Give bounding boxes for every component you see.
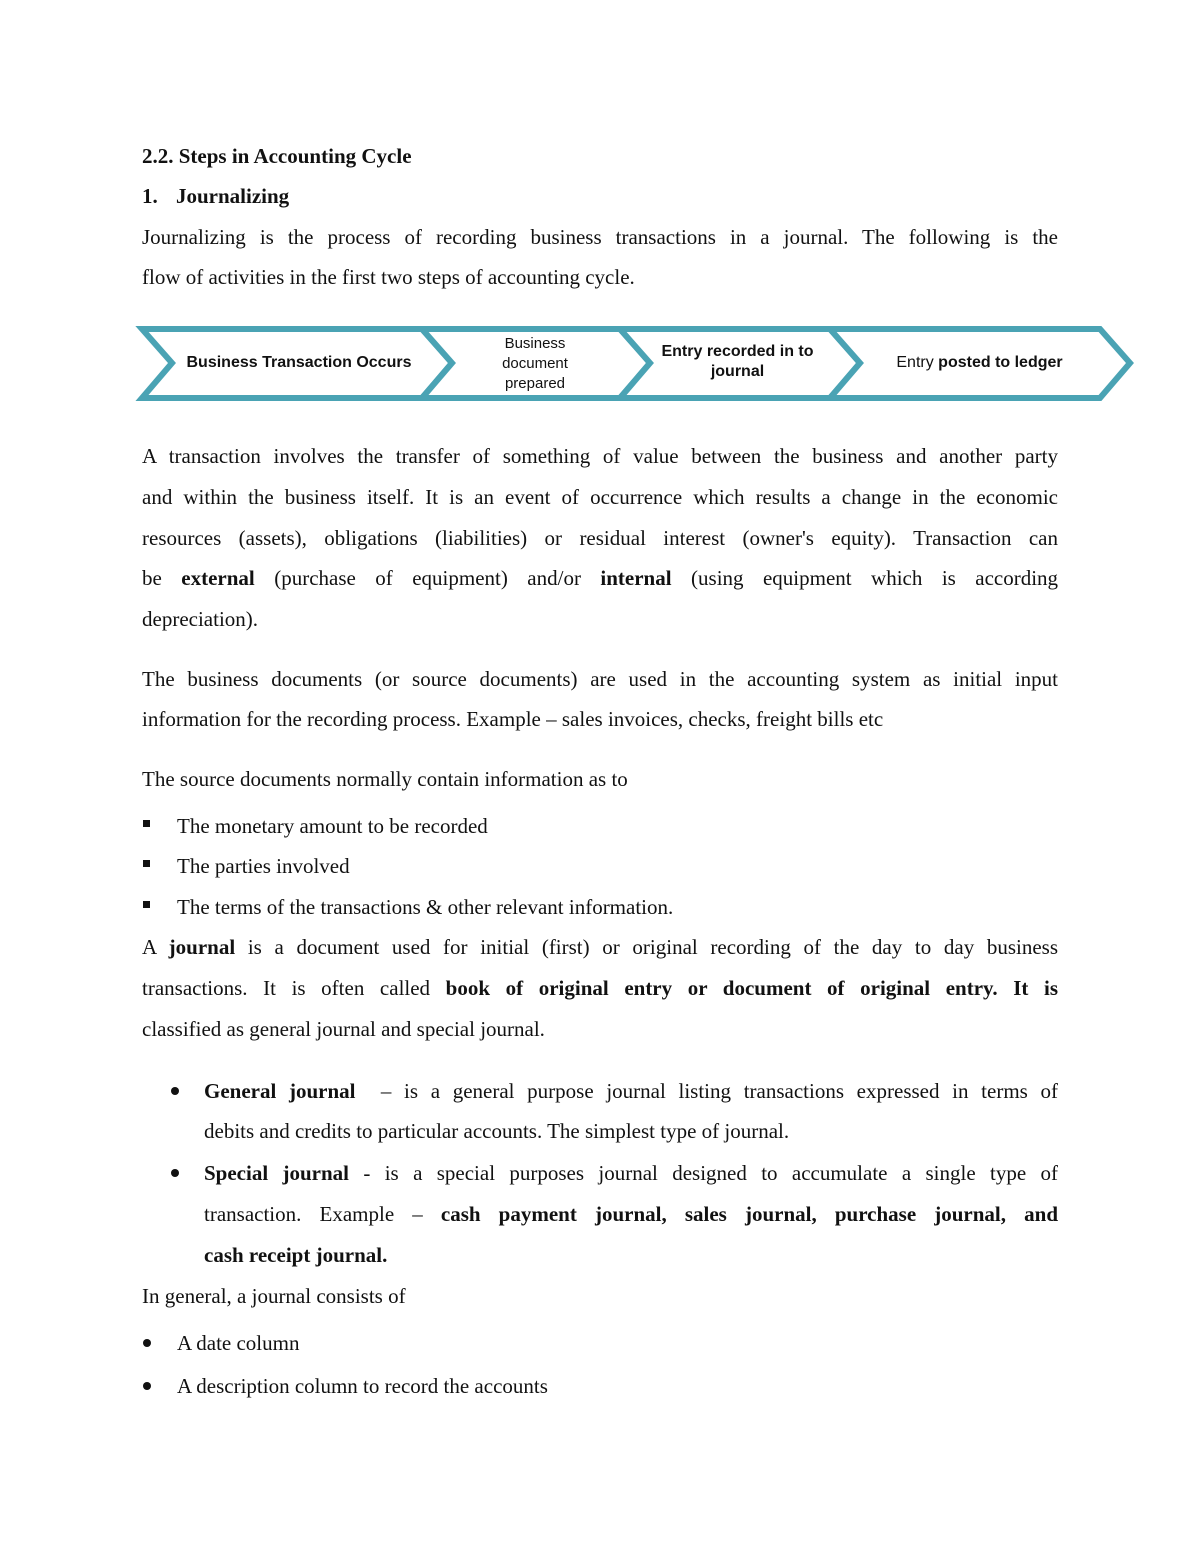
- step-number: 1.: [142, 184, 158, 208]
- consists-intro: In general, a journal consists of: [142, 1284, 406, 1308]
- list-item: A date column: [177, 1331, 300, 1355]
- special-journal-line-3: cash receipt journal.: [204, 1243, 388, 1267]
- bullet-icon: [143, 1382, 151, 1390]
- journal-line-2: transactions. It is often called book of original entry or document of original entry. It is: [142, 976, 1058, 1000]
- special-journal-line-1: Special journal - is a special purposes journal designed to accumulate a single type of: [204, 1161, 1058, 1185]
- business-docs-line-2: information for the recording process. Example – sales invoices, checks, freight bills etc: [142, 707, 884, 731]
- special-journal-line-2: transaction. Example – cash payment journal, sales journal, purchase journal, and: [204, 1202, 1058, 1226]
- square-bullet-icon: [143, 860, 150, 867]
- square-bullet-icon: [143, 901, 150, 908]
- bullet-icon: [143, 1339, 151, 1347]
- list-item: The terms of the transactions & other relevant information.: [177, 895, 674, 919]
- flow-step-3-label: Entry recorded in to journal: [661, 343, 814, 380]
- flow-step-1-label: Business Transaction Occurs: [186, 354, 412, 371]
- flow-step-2-label: Business document prepared: [502, 335, 568, 392]
- source-docs-intro: The source documents normally contain information as to: [142, 767, 628, 791]
- transaction-line-3: resources (assets), obligations (liabilities) or residual interest (owner's equity). Transaction can: [142, 526, 1058, 550]
- list-item: A description column to record the accounts: [177, 1374, 548, 1398]
- list-item: The monetary amount to be recorded: [177, 814, 488, 838]
- transaction-line-4: be external (purchase of equipment) and/or internal (using equipment which is according: [142, 566, 1059, 590]
- transaction-line-5: depreciation).: [142, 607, 259, 631]
- step-heading: [142, 183, 290, 209]
- intro-line-2: flow of activities in the first two steps of accounting cycle.: [142, 265, 635, 289]
- journal-line-1: A journal is a document used for initial (first) or original recording of the day to day business: [142, 935, 1059, 959]
- step-title: Journalizing: [176, 184, 290, 208]
- intro-line-1: Journalizing is the process of recording business transactions in a journal. The following is the: [142, 225, 1058, 249]
- journal-line-3: classified as general journal and special journal.: [142, 1017, 545, 1041]
- bullet-icon: [171, 1169, 179, 1177]
- general-journal-line-1: General journal – is a general purpose journal listing transactions expressed in terms of: [204, 1079, 1058, 1103]
- transaction-line-2: and within the business itself. It is an event of occurrence which results a change in the economic: [142, 485, 1058, 509]
- general-journal-line-2: debits and credits to particular accounts. The simplest type of journal.: [204, 1119, 790, 1143]
- transaction-line-1: A transaction involves the transfer of something of value between the business and another party: [142, 444, 1058, 468]
- business-docs-line-1: The business documents (or source documents) are used in the accounting system as initial input: [142, 667, 1058, 691]
- flow-step-4-label: Entry posted to ledger: [896, 354, 1063, 371]
- list-item: The parties involved: [177, 854, 350, 878]
- bullet-icon: [171, 1087, 179, 1095]
- square-bullet-icon: [143, 820, 150, 827]
- section-title: 2.2. Steps in Accounting Cycle: [142, 144, 412, 168]
